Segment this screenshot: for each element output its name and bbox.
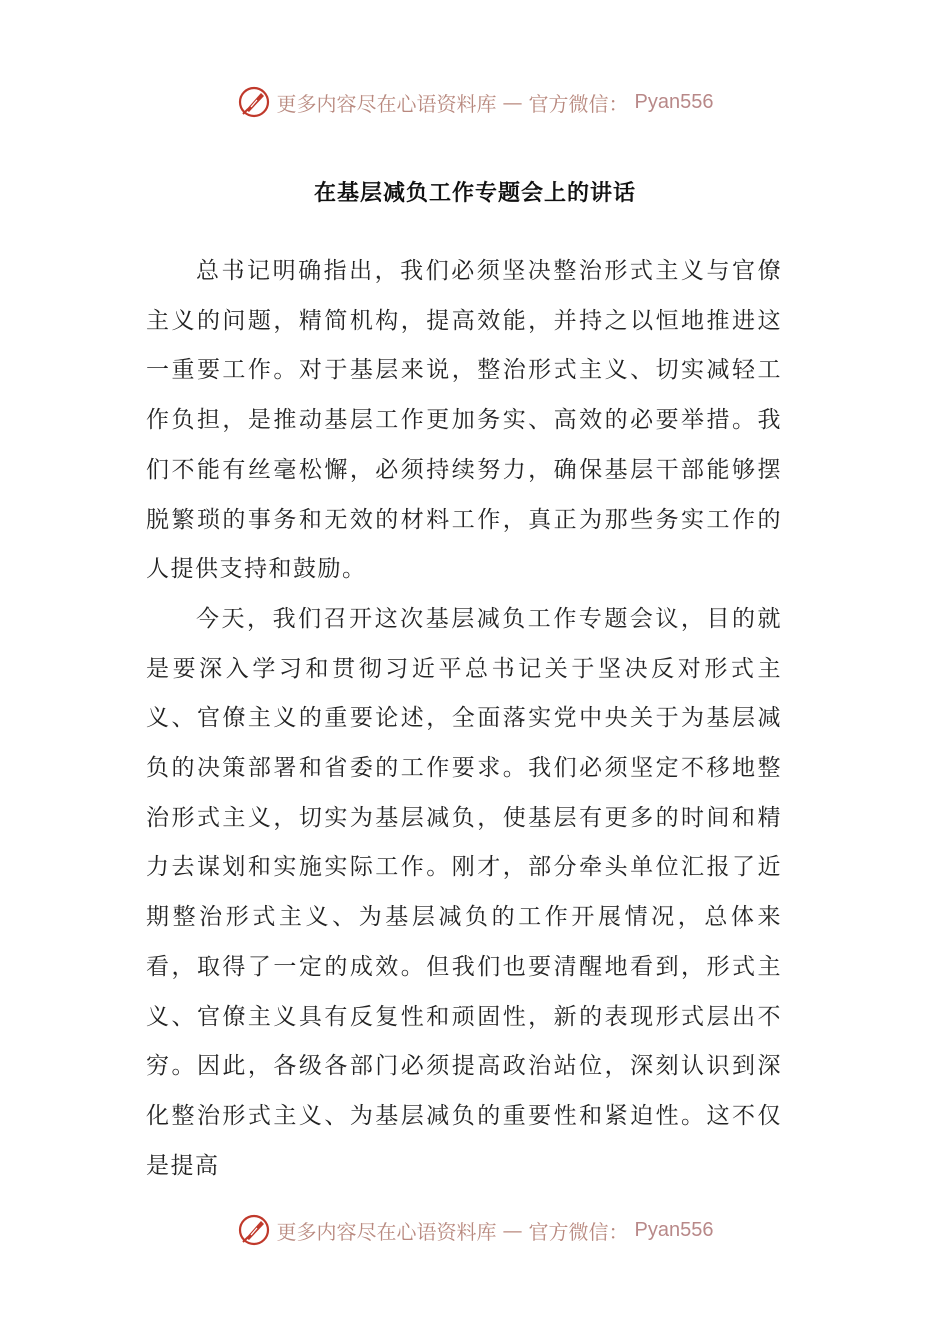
footer-wechat-id: Pyan556	[634, 1218, 714, 1241]
header-site-text: 更多内容尽在心语资料库	[276, 91, 497, 116]
header-separator: —	[502, 90, 523, 114]
footer-banner	[0, 1210, 950, 1250]
header-wechat-id: Pyan556	[634, 90, 714, 113]
footer-wechat-label: 官方微信：	[528, 1219, 629, 1244]
footer-site-text: 更多内容尽在心语资料库	[276, 1219, 497, 1244]
header-banner	[0, 82, 950, 122]
quill-pen-logo-icon	[237, 1213, 271, 1247]
paragraph-2: 今天，我们召开这次基层减负工作专题会议，目的就是要深入学习和贯彻习近平总书记关于坚决反对形式主义、官僚主义的重要论述，全面落实党中央关于为基层减负的决策部署和省委的工作要求。我们必须坚定不移地整治形式主义，切实为基层减负，使基层有更多的时间和精力去谋划和实施实际工作。刚才，部分牵头单位汇报了近期整治形式主义、为基层减负的工作开展情况，总体来看，取得了一定的成效。但我们也要清醒地看到，形式主义、官僚主义具有反复性和顽固性，新的表现形式层出不穷。因此，各级各部门必须提高政治站位，深刻认识到深化整治形式主义、为基层减负的重要性和紧迫性。这不仅是提高	[146, 605, 782, 1179]
quill-pen-logo-icon	[237, 85, 271, 119]
paragraph-1: 总书记明确指出，我们必须坚决整治形式主义与官僚主义的问题，精简机构，提高效能，并持之以恒地推进这一重要工作。对于基层来说，整治形式主义、切实减轻工作负担，是推动基层工作更加务实、高效的必要举措。我们不能有丝毫松懈，必须持续努力，确保基层干部能够摆脱繁琐的事务和无效的材料工作，真正为那些务实工作的人提供支持和鼓励。	[146, 258, 782, 583]
footer-separator: —	[502, 1218, 523, 1242]
header-wechat-label: 官方微信：	[528, 91, 629, 116]
document-title: 在基层减负工作专题会上的讲话	[313, 181, 636, 206]
document-body	[146, 247, 782, 1191]
